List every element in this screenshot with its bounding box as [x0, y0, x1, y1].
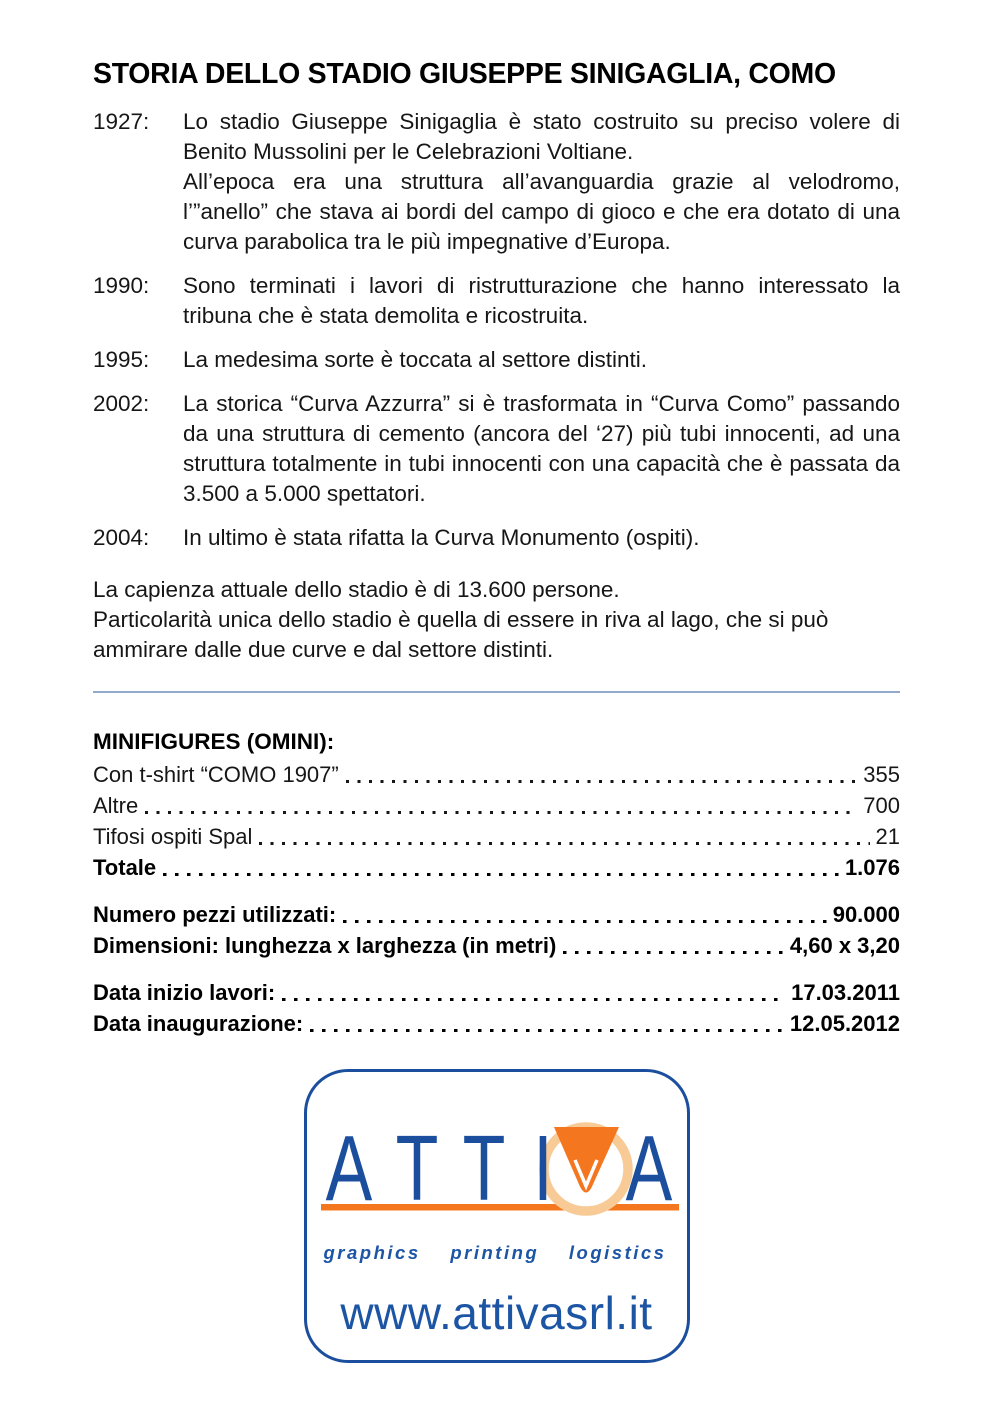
table-row: [93, 977, 900, 1008]
history-text: [183, 523, 900, 553]
row-value: 4,60 x 3,20: [789, 933, 900, 958]
table-row: [93, 899, 900, 930]
paragraph: Lo stadio Giuseppe Sinigaglia è stato costruito su preciso volere di Benito Mussolini per le Celebrazioni Voltiane.: [183, 109, 900, 164]
tagline-word: logistics: [568, 1242, 667, 1263]
brand-letter: T: [395, 1117, 438, 1221]
history-section: [93, 107, 900, 553]
history-entry-1990: [93, 271, 900, 331]
page-title: STORIA DELLO STADIO GIUSEPPE SINIGAGLIA, COMO: [93, 58, 836, 90]
brand-letter: A: [625, 1117, 672, 1221]
minifigures-section: [93, 729, 900, 883]
logo-tagline: [324, 1242, 667, 1264]
row-value: 17.03.2011: [791, 980, 900, 1005]
table-row: [93, 1008, 900, 1039]
history-year: 1990:: [93, 273, 150, 298]
tagline-word: graphics: [323, 1242, 421, 1263]
dot-leader: [282, 998, 785, 1002]
attiva-wordmark: [307, 1112, 687, 1234]
stats-section: [93, 899, 900, 961]
row-value: 12.05.2012: [789, 1011, 900, 1036]
dot-leader: [163, 873, 839, 877]
history-text: [183, 389, 900, 509]
attiva-logo-box: [304, 1069, 690, 1363]
brand-letter: I: [532, 1117, 553, 1221]
row-label: Data inizio lavori:: [93, 980, 276, 1005]
row-label: Data inaugurazione:: [93, 1011, 304, 1036]
history-entry-1927: [93, 107, 900, 257]
brand-letter: A: [325, 1117, 372, 1221]
tagline-word: printing: [450, 1242, 540, 1263]
history-entry-1995: [93, 345, 900, 375]
table-row: [93, 759, 900, 790]
dot-leader: [145, 811, 857, 814]
table-row: [93, 790, 900, 821]
history-text: [183, 271, 900, 331]
history-text: [183, 107, 900, 257]
dot-leader: [259, 842, 869, 845]
history-year: 1995:: [93, 347, 150, 372]
row-label: Numero pezzi utilizzati:: [93, 902, 337, 927]
section-divider: [93, 691, 900, 693]
minifigures-heading: MINIFIGURES (OMINI):: [93, 729, 335, 754]
paragraph: La storica “Curva Azzurra” si è trasformata in “Curva Como” passando da una struttura di cemento (ancora del ‘27) più tubi innocenti, ad una struttura totalmente in tubi innocenti con una capacità che è passata da 3.500 a 5.000 spettatori.: [183, 391, 900, 506]
dot-leader: [343, 920, 826, 924]
paragraph: All’epoca era una struttura all’avanguardia grazie al velodromo, l’”anello” che stava ai bordi del campo di gioco e che era dotato di una curva parabolica tra le più impegnative d’Europa.: [183, 169, 900, 254]
history-year: 2002:: [93, 391, 150, 416]
capacity-note: [93, 575, 900, 665]
row-value: 1.076: [844, 855, 900, 880]
capacity-line: La capienza attuale dello stadio è di 13.600 persone.: [93, 577, 620, 602]
paragraph: In ultimo è stata rifatta la Curva Monumento (ospiti).: [183, 525, 700, 550]
row-value: 355: [863, 762, 900, 787]
brand-letter: T: [462, 1117, 505, 1221]
row-value: 90.000: [832, 902, 900, 927]
dot-leader: [563, 951, 784, 955]
history-entry-2004: [93, 523, 900, 553]
history-year: 1927:: [93, 109, 150, 134]
row-label: Dimensioni: lunghezza x larghezza (in metri): [93, 933, 557, 958]
row-label: Tifosi ospiti Spal: [93, 824, 253, 849]
table-row: [93, 821, 900, 852]
row-label: Con t-shirt “COMO 1907”: [93, 762, 339, 787]
row-value: 21: [875, 824, 900, 849]
dot-leader: [346, 780, 858, 783]
history-text: [183, 345, 900, 375]
dot-leader: [310, 1029, 784, 1033]
paragraph: La medesima sorte è toccata al settore distinti.: [183, 347, 647, 372]
paragraph: Sono terminati i lavori di ristrutturazione che hanno interessato la tribuna che è stata demolita e ricostruita.: [183, 273, 900, 328]
row-value: 700: [863, 793, 900, 818]
table-row-total: [93, 852, 900, 883]
table-row: [93, 930, 900, 961]
history-year: 2004:: [93, 525, 150, 550]
row-label: Totale: [93, 855, 157, 880]
website-url: www.attivasrl.it: [340, 1287, 653, 1339]
history-entry-2002: [93, 389, 900, 509]
row-label: Altre: [93, 793, 139, 818]
dates-section: [93, 977, 900, 1039]
capacity-line: Particolarità unica dello stadio è quella di essere in riva al lago, che si può ammirare dalle due curve e dal settore distinti.: [93, 607, 829, 662]
